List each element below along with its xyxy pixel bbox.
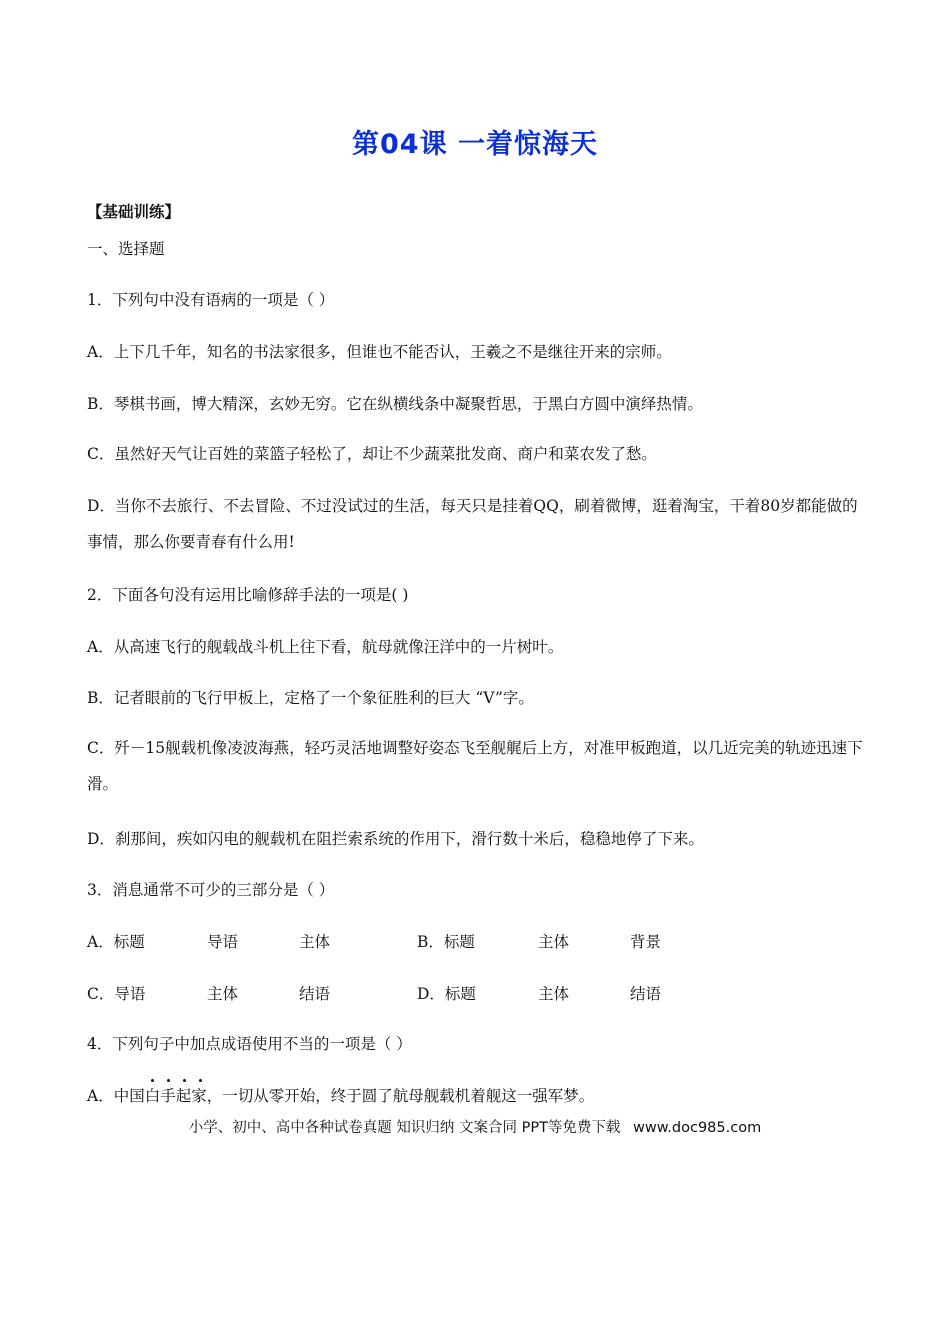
part-heading: 一、选择题 <box>87 240 165 258</box>
question-1-stem: 1．下列句中没有语病的一项是（ ） <box>87 291 335 309</box>
question-3-stem: 3．消息通常不可少的三部分是（ ） <box>87 881 335 899</box>
question-2-option-c: C．歼－15舰载机像凌波海燕，轻巧灵活地调整好姿态飞至舰艉后上方，对准甲板跑道，以几近完美的轨迹迅速下滑。 <box>87 739 863 793</box>
page-title: 第04课 一着惊海天 <box>352 129 598 160</box>
question-2-stem: 2．下面各句没有运用比喻修辞手法的一项是( ) <box>87 586 409 604</box>
question-4-option-a: A．中国白手起家 ，一切从零开始，终于圆了航母舰载机着舰这一强军梦。 <box>87 1086 594 1106</box>
question-2-option-a: A．从高速飞行的舰载战斗机上往下看，航母就像汪洋中的一片树叶。 <box>87 638 564 656</box>
question-4-stem: 4．下列句子中加点成语使用不当的一项是（ ） <box>87 1035 412 1053</box>
page-footer <box>0 1116 950 1137</box>
question-1-option-a: A．上下几千年，知名的书法家很多，但谁也不能否认，王羲之不是继往开来的宗师。 <box>87 343 672 361</box>
section-heading: 【基础训练】 <box>87 203 181 221</box>
footer-url[interactable]: www.doc985.com <box>633 1120 762 1136</box>
question-1-option-c: C．虽然好天气让百姓的菜篮子轻松了，却让不少蔬菜批发商、商户和菜农发了愁。 <box>87 445 657 463</box>
document-page: 第04课 一着惊海天 【基础训练】 一、选择题 1．下列句中没有语病的一项是（ ） A．上下几千年，知名的书法家很多，但谁也不能否认，王羲之不是继往开来的宗师。 B．琴棋书画，博大精深，玄妙无穷。它在纵横线条中凝聚哲思，于黑白方圆中演绎热情。 C．虽然好天气让百姓的菜篮子轻松了，却让不少蔬菜批发商、商户和菜农发了愁。 D．当你不去旅行、不去冒险、不过没试过的生活，每天只是挂着QQ，刷着微博，逛着淘宝，干着80岁都能做的事情，那么你要青春有什么用! 2．下面各句没有运用比喻修辞手法的一项是( ) A．从高速飞行的舰载战斗机上往下看，航母就像汪洋中的一片树叶。 B．记者眼前的飞行甲板上，定格了一个象征胜利的巨大 “V”字。 C．歼－15舰载机像凌波海燕，轻巧灵活地调整好姿态飞至舰艉后上方，对准甲板跑道，以几近完美的轨迹迅速下滑。 D．刹那间，疾如闪电的舰载机在阻拦索系统的作用下，滑行数十米后，稳稳地停了下来。 3．消息通常不可少的三部分是（ ） A．标题 导语 主体 B．标题 主体 背景 C．导语 主体 结语 D．标题 主体 结语 4．下列句子中加点成语使用不当的一项是（ ） A．中国白手起家 ，一切从零开始，终于圆了航母舰载机着舰这一强军梦。 小学、初中、高中各种试卷真题 知识归纳 文案合同 PPT等免费下载 www.doc985.com <box>0 0 950 1344</box>
question-2-option-b: B．记者眼前的飞行甲板上，定格了一个象征胜利的巨大 “V”字。 <box>87 689 534 707</box>
question-1-option-d: D．当你不去旅行、不去冒险、不过没试过的生活，每天只是挂着QQ，刷着微博，逛着淘宝，干着80岁都能做的事情，那么你要青春有什么用! <box>87 497 858 551</box>
footer-text: 小学、初中、高中各种试卷真题 知识归纳 文案合同 PPT等免费下载 <box>188 1120 621 1136</box>
question-2-option-d: D．刹那间，疾如闪电的舰载机在阻拦索系统的作用下，滑行数十米后，稳稳地停了下来。 <box>87 830 704 848</box>
question-1-option-b: B．琴棋书画，博大精深，玄妙无穷。它在纵横线条中凝聚哲思，于黑白方圆中演绎热情。 <box>87 395 703 413</box>
emphasized-idiom: 白手起家 <box>145 1087 207 1105</box>
